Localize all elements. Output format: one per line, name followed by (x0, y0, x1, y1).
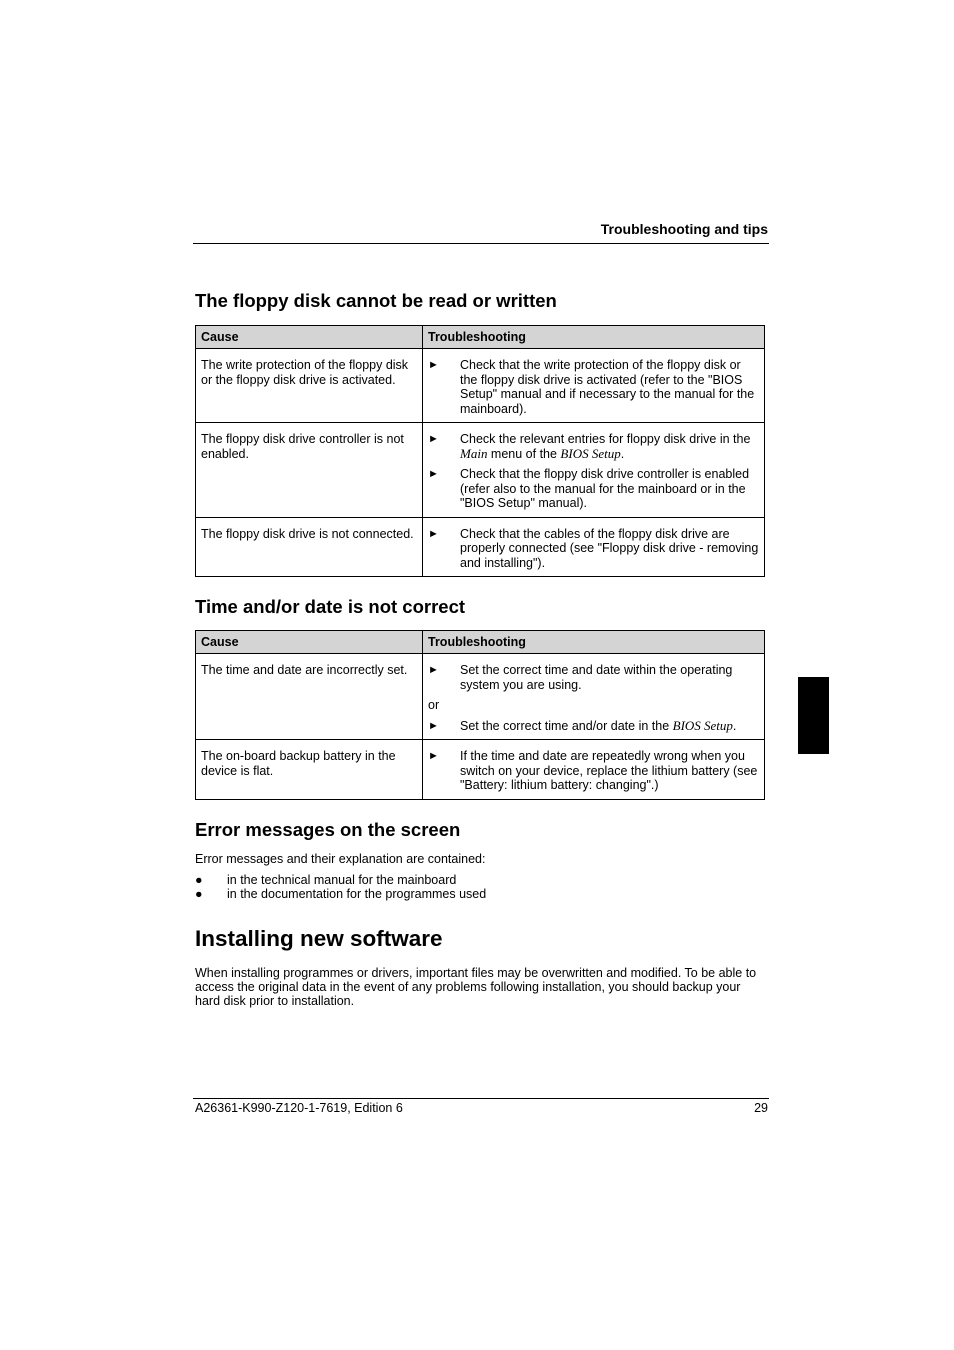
cause-cell: The time and date are incorrectly set. (196, 654, 423, 740)
floppy-table (195, 325, 765, 577)
cause-cell: The write protection of the floppy disk or the floppy disk drive is activated. (196, 349, 423, 423)
remedy-step (428, 719, 759, 734)
remedy-step (428, 432, 759, 461)
remedy-cell (423, 349, 765, 423)
remedy-step (428, 749, 759, 793)
remedy-step-text: Set the correct time and date within the operating system you are using. (460, 663, 733, 692)
bios-setup-term: BIOS Setup (672, 717, 733, 733)
remedy-step (428, 358, 759, 416)
arrow-icon: ► (428, 468, 439, 480)
text-fragment: . (732, 718, 737, 733)
chapter-title: Installing new software (195, 926, 443, 951)
text-fragment: Set the correct time and/or date in the (460, 718, 673, 733)
remedy-step (428, 467, 759, 511)
table-row (196, 423, 765, 518)
column-header-troubleshooting: Troubleshooting (423, 631, 765, 654)
remedy-step-text: Check that the cables of the floppy disk drive are properly connected (see "Floppy disk drive - removing and installing"). (460, 526, 759, 570)
arrow-icon: ► (428, 664, 439, 676)
errors-intro: Error messages and their explanation are contained: (195, 852, 486, 866)
menu-name-main: Main (460, 445, 488, 461)
cause-cell: The floppy disk drive controller is not enabled. (196, 423, 423, 518)
page-number: 29 (754, 1101, 768, 1115)
errors-bullet-list (195, 873, 486, 901)
text-fragment: Check the relevant entries for floppy disk drive in the (460, 432, 751, 446)
table-header-row (196, 631, 765, 654)
remedy-cell (423, 517, 765, 577)
text-fragment: menu of the (487, 446, 561, 461)
table-row (196, 349, 765, 423)
table-header-row (196, 326, 765, 349)
cause-cell: The floppy disk drive is not connected. (196, 517, 423, 577)
section-title-time: Time and/or date is not correct (195, 596, 466, 617)
table-row (196, 740, 765, 800)
header-rule (193, 243, 769, 244)
bios-setup-term: BIOS Setup (560, 445, 621, 461)
remedy-cell (423, 740, 765, 800)
chapter-thumb-tab (798, 677, 829, 754)
bullet-icon: ● (195, 887, 203, 902)
arrow-icon: ► (428, 750, 439, 762)
time-table (195, 630, 765, 800)
section-title-floppy: The floppy disk cannot be read or written (195, 290, 557, 311)
remedy-step-text: Check that the write protection of the floppy disk or the floppy disk drive is activated (refer to the "BIOS Setup" manual and if necessary to the manual for the mainboard). (460, 358, 755, 416)
arrow-icon: ► (428, 719, 439, 732)
list-item (195, 887, 486, 901)
remedy-cell (423, 654, 765, 740)
footer-doc-id: A26361-K990-Z120-1-7619, Edition 6 (195, 1101, 403, 1115)
chapter-paragraph: When installing programmes or drivers, important files may be overwritten and modified. To be able to access the original data in the event of any problems following installation, you should backup your hard disk prior to installation. (195, 966, 757, 1009)
arrow-icon: ► (428, 359, 439, 371)
column-header-cause: Cause (196, 631, 423, 654)
remedy-step-text (460, 719, 759, 734)
remedy-step-text: Check that the floppy disk drive controller is enabled (refer also to the manual for the mainboard or in the "BIOS Setup" manual). (460, 467, 750, 510)
column-header-troubleshooting: Troubleshooting (423, 326, 765, 349)
remedy-step (428, 663, 759, 692)
section-title-errors: Error messages on the screen (195, 819, 461, 840)
arrow-icon: ► (428, 527, 439, 540)
cause-cell: The on-board backup battery in the device is flat. (196, 740, 423, 800)
table-row (196, 654, 765, 740)
bullet-icon: ● (195, 873, 203, 887)
remedy-step (428, 527, 759, 571)
list-item-text: in the documentation for the programmes used (227, 887, 487, 902)
arrow-icon: ► (428, 433, 439, 445)
table-row (196, 517, 765, 577)
list-item (195, 873, 486, 887)
remedy-step-text: If the time and date are repeatedly wrong when you switch on your device, replace the lithium battery (see "Battery: lithium battery: changing".) (460, 749, 758, 792)
column-header-cause: Cause (196, 326, 423, 349)
running-header: Troubleshooting and tips (600, 221, 768, 237)
remedy-step-text (460, 432, 759, 461)
or-separator: or (428, 698, 440, 712)
footer-rule (193, 1098, 769, 1099)
remedy-cell (423, 423, 765, 518)
list-item-text: in the technical manual for the mainboard (227, 873, 457, 887)
text-fragment: . (620, 446, 625, 461)
